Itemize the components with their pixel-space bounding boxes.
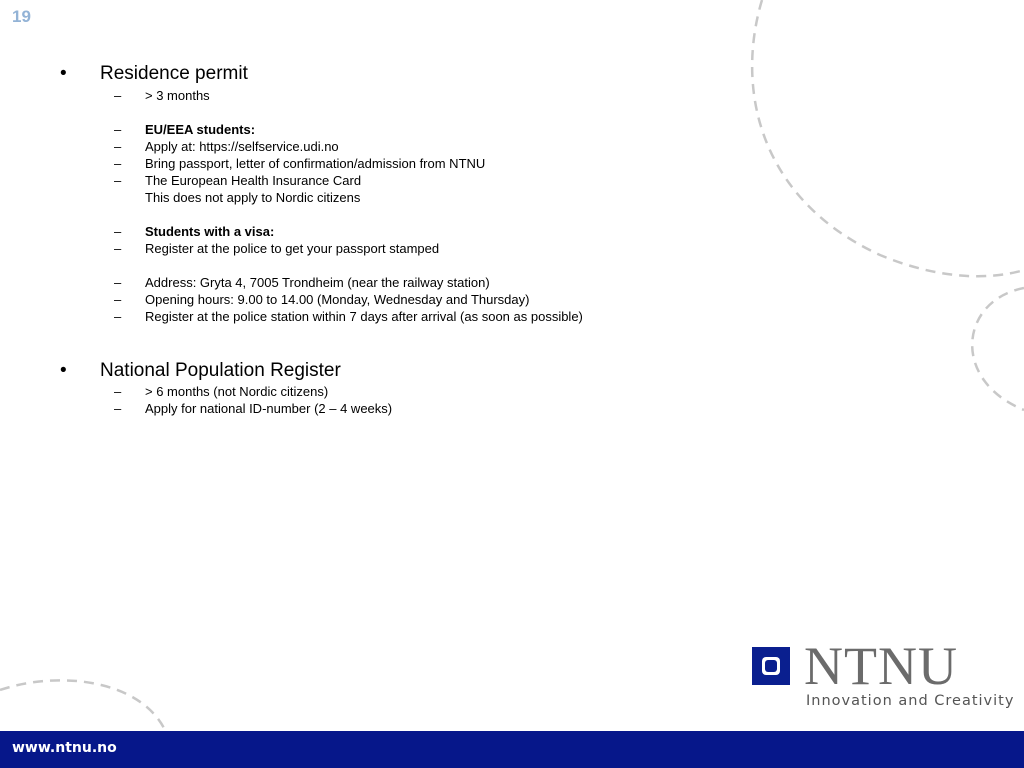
dashed-arc-top-right (752, 0, 1024, 276)
dash-mark: – (114, 88, 122, 103)
logo-tagline: Innovation and Creativity (806, 693, 1015, 709)
footer-bar (0, 731, 1024, 768)
dash-mark: – (114, 275, 122, 290)
dashed-arc-mid-right (972, 288, 1024, 410)
list-item-text: The European Health Insurance Card (145, 173, 362, 188)
list-item-text: > 3 months (145, 88, 210, 103)
dash-mark: – (114, 139, 122, 154)
dash-mark: – (114, 156, 122, 171)
list-item-heading: EU/EEA students: (145, 122, 256, 137)
dash-mark: – (114, 173, 122, 188)
dash-mark: – (114, 401, 122, 416)
list-item-text: > 6 months (not Nordic citizens) (145, 384, 329, 399)
ntnu-logo (752, 636, 1015, 718)
bullet-mark: • (60, 63, 67, 84)
dash-mark: – (114, 309, 122, 324)
list-item-text: Apply at: https://selfservice.udi.no (145, 139, 339, 154)
bullet-mark: • (60, 360, 67, 381)
dash-mark: – (114, 122, 122, 137)
list-item-heading: Students with a visa: (145, 224, 275, 239)
ntnu-logo-icon (752, 647, 790, 685)
list-item-text: This does not apply to Nordic citizens (145, 190, 361, 205)
list-item-text: Address: Gryta 4, 7005 Trondheim (near the railway station) (145, 275, 490, 290)
slide-number: 19 (12, 7, 31, 26)
logo-wordmark: NTNU (804, 636, 958, 696)
section-title: Residence permit (100, 63, 248, 84)
list-item-text: Opening hours: 9.00 to 14.00 (Monday, Wednesday and Thursday) (145, 292, 530, 307)
section-title: National Population Register (100, 360, 341, 381)
dash-mark: – (114, 241, 122, 256)
list-item-text: Register at the police station within 7 days after arrival (as soon as possible) (145, 309, 583, 324)
dash-mark: – (114, 224, 122, 239)
list-item-text: Bring passport, letter of confirmation/admission from NTNU (145, 156, 486, 171)
footer-url-link[interactable]: www.ntnu.no (12, 740, 117, 756)
dash-mark: – (114, 292, 122, 307)
list-item-text: Register at the police to get your passport stamped (145, 241, 440, 256)
dash-mark: – (114, 384, 122, 399)
list-item-text: Apply for national ID-number (2 – 4 weeks) (145, 401, 393, 416)
